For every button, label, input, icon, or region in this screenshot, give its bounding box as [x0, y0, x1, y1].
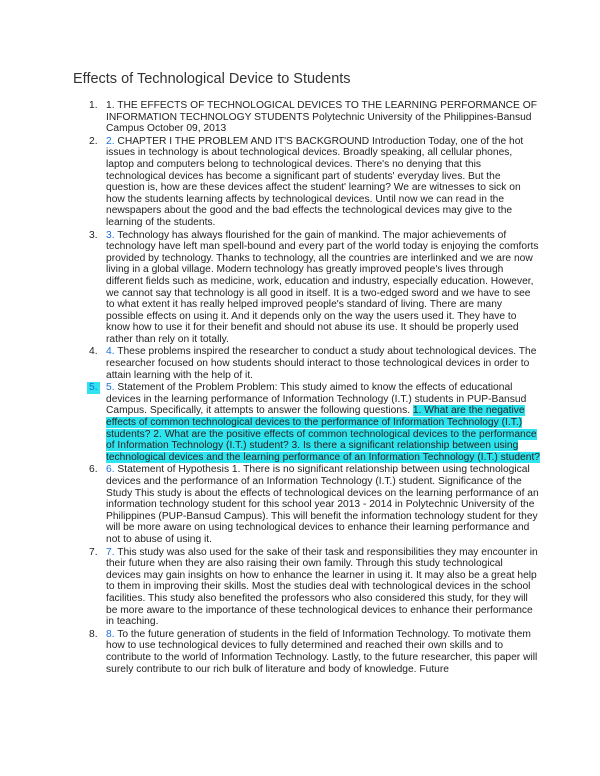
list-item	[73, 100, 540, 135]
item-text: To the future generation of students in the field of Information Technology. To motivate them how to use technological devices to fully determined and reached their own skills and to contribute to the world of Information Technology. Lastly, to the future researcher, this paper will surely contribute to our rich bulk of literature and body of knowledge. Future	[106, 628, 538, 675]
list-item	[73, 346, 540, 381]
item-text: These problems inspired the researcher to conduct a study about technological devices. The researcher focused on how students should interact to those technological devices in order to attain learning with the help of it.	[106, 346, 537, 381]
list-number: 3.	[89, 229, 98, 241]
list-item	[73, 547, 540, 628]
list-item	[73, 230, 540, 346]
list-number: 7.	[89, 546, 98, 558]
item-ref-link[interactable]: 7.	[106, 546, 115, 558]
list-number: 4.	[89, 346, 98, 358]
list-number: 6.	[89, 464, 98, 476]
item-ref-link[interactable]: 8.	[106, 628, 115, 640]
list-number: 1.	[89, 100, 98, 111]
item-text: This study was also used for the sake of their task and responsibilities they may encounter in their future when they are also raising their own family. Through this study technological devices may gain insights on how to enhance the learner in using it. It may also be a great help to them in improving their skills. Most the studies deal with technological devices in the school facilities. This study also benefited the professors who also considered this study, for they will be more aware to the importance of these technological devices to enhance their performance in teaching.	[106, 546, 538, 628]
list-item	[73, 382, 540, 463]
list-number-highlighted: 5.	[89, 382, 98, 394]
item-text: Statement of Hypothesis 1. There is no significant relationship between using technological devices and the performance of an Information Technology (I.T.) student. Significance of the Study This study is about the effects of technological devices on the learning performance of an information technology student for this school year 2013 - 2014 in Polytechnic University of the Philippines (PUP-Bansud Campus). This will benefit the information technology student for they will be more aware on using technological devices to enhance their learning performance and not to abuse of using it.	[106, 464, 539, 545]
numbered-list	[73, 100, 540, 675]
list-item	[73, 629, 540, 675]
highlighted-questions: 1. What are the negative effects of common technological devices to the performance of Information Technology (I.T.) students? 2. What are the positive effects of common technological devices to the performance of Information Technology (I.T.) student? 3. Is there a significant relationship between using technological devices and the learning performance of an Information Technology (I.T.) student?	[106, 405, 540, 463]
item-ref-link[interactable]: 3.	[106, 229, 115, 241]
item-text: Statement of the Problem Problem: This study aimed to know the effects of educational devices in the learning performance of Information Technology (I.T.) students in PUP-Bansud Campus. Specifically, it attempts to answer the following questions.	[106, 382, 527, 417]
list-item	[73, 136, 540, 229]
list-number: 2.	[89, 135, 98, 147]
document-title: Effects of Technological Device to Students	[73, 71, 351, 87]
item-ref-link[interactable]: 5.	[106, 382, 115, 394]
item-text: Technology has always flourished for the gain of mankind. The major achievements of technology have left man spell-bound and every part of the world today is enjoying the comforts provided by technology. Thanks to technology, all the countries are interlinked and we are now living in a global village. Modern technology has greatly improved people's lives through different fields such as medicine, work, education and industry, especially education. However, we cannot say that technology is all good in itself. It is a two-edged sword and we have to see to what extent it has really helped improved people's standard of living. There are many possible effects on using it. And it depends only on the way the users used it. They have to know how to use it for their benefit and should not abuse its use. It should be properly used rather than rely on it totally.	[106, 229, 539, 345]
item-text: 1. THE EFFECTS OF TECHNOLOGICAL DEVICES TO THE LEARNING PERFORMANCE OF INFORMATION TECHNOLOGY STUDENTS Polytechnic University of the Philippines-Bansud Campus October 09, 2013	[106, 100, 537, 135]
list-item	[73, 464, 540, 545]
list-number: 8.	[89, 628, 98, 640]
item-ref-link[interactable]: 4.	[106, 346, 115, 358]
item-ref-link[interactable]: 6.	[106, 464, 115, 476]
item-text: CHAPTER I THE PROBLEM AND IT'S BACKGROUND Introduction Today, one of the hot issues in technology is about technological devices. Broadly speaking, all cellular phones, laptop and computers belong to technological devices. There's no denying that this technological devices has become a significant part of students' everyday lives. But the question is, how are these devices affect the student' learning? We are witnesses to sick on how the students learning affects by technological devices. Until now we can read in the newspapers about the good and the bad effects the technological devices may give to the learning of the students.	[106, 135, 524, 228]
item-ref-link[interactable]: 2.	[106, 135, 115, 147]
